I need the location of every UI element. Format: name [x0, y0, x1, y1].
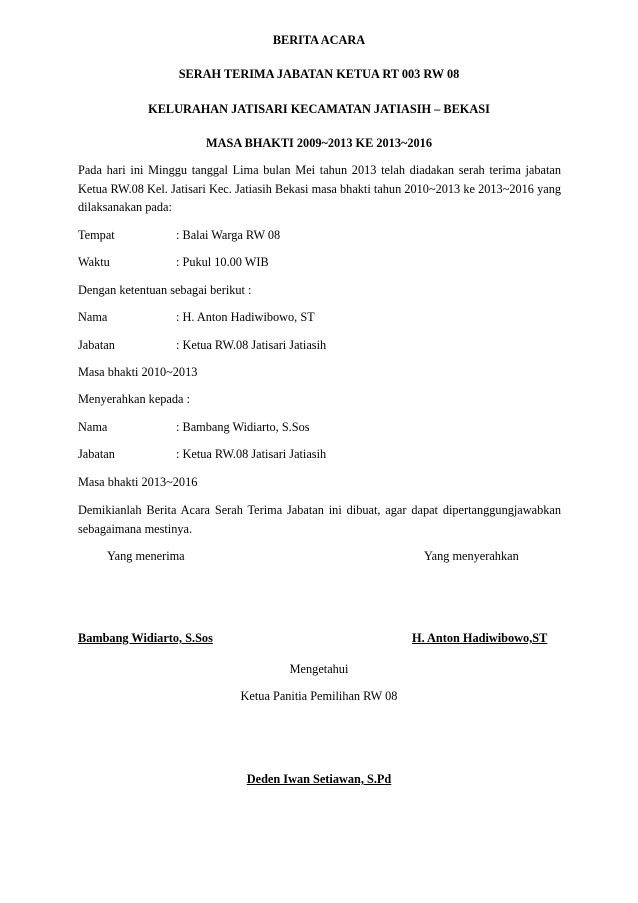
waktu-row [78, 254, 269, 271]
pihak1-nama-label: Nama [78, 310, 108, 324]
tempat-label: Tempat [78, 228, 115, 242]
ketentuan-text: Dengan ketentuan sebagai berikut : [78, 283, 252, 297]
document-title: BERITA ACARA [272, 33, 366, 47]
receiver-name: Bambang Widiarto, S.Sos [78, 631, 213, 645]
pihak1-nama-value: : H. Anton Hadiwibowo, ST [176, 310, 315, 324]
tempat-value: : Balai Warga RW 08 [176, 228, 281, 242]
pihak2-nama-row [78, 419, 310, 436]
pihak1-jabatan-value: : Ketua RW.08 Jatisari Jatiasih [176, 338, 327, 352]
receiver-role: Yang menerima [107, 549, 185, 563]
closing-paragraph: Demikianlah Berita Acara Serah Terima Jabatan ini dibuat, agar dapat dipertanggungjawabkan sebagaimana mestinya. [78, 503, 561, 536]
pihak1-masa: Masa bhakti 2010~2013 [78, 365, 198, 379]
pihak2-nama-value: : Bambang Widiarto, S.Sos [176, 420, 310, 434]
document-period: MASA BHAKTI 2009~2013 KE 2013~2016 [206, 136, 432, 150]
acknowledge-text: Mengetahui [289, 662, 349, 676]
pihak1-nama-row [78, 309, 315, 326]
waktu-value: : Pukul 10.00 WIB [176, 255, 269, 269]
committee-name: Deden Iwan Setiawan, S.Pd [246, 772, 392, 786]
menyerahkan-text: Menyerahkan kepada : [78, 392, 190, 406]
pihak1-jabatan-label: Jabatan [78, 338, 115, 352]
giver-name: H. Anton Hadiwibowo,ST [412, 631, 548, 645]
document-location: KELURAHAN JATISARI KECAMATAN JATIASIH – BEKASI [148, 102, 490, 116]
giver-role: Yang menyerahkan [424, 549, 519, 563]
pihak2-masa: Masa bhakti 2013~2016 [78, 475, 198, 489]
pihak2-jabatan-label: Jabatan [78, 447, 115, 461]
committee-name-wrap [0, 771, 638, 788]
pihak2-jabatan-row [78, 446, 326, 463]
pihak1-jabatan-row [78, 337, 326, 354]
pihak2-jabatan-value: : Ketua RW.08 Jatisari Jatiasih [176, 447, 327, 461]
waktu-label: Waktu [78, 255, 110, 269]
pihak2-nama-label: Nama [78, 420, 108, 434]
committee-role: Ketua Panitia Pemilihan RW 08 [240, 689, 398, 703]
document-subtitle: SERAH TERIMA JABATAN KETUA RT 003 RW 08 [178, 67, 460, 81]
intro-paragraph: Pada hari ini Minggu tanggal Lima bulan Mei tahun 2013 telah diadakan serah terima jabatan Ketua RW.08 Kel. Jatisari Kec. Jatiasih Bekasi masa bhakti tahun 2010~2013 ke 2013~2016 yang dilaksanakan pada: [78, 163, 561, 214]
tempat-row [78, 227, 280, 244]
